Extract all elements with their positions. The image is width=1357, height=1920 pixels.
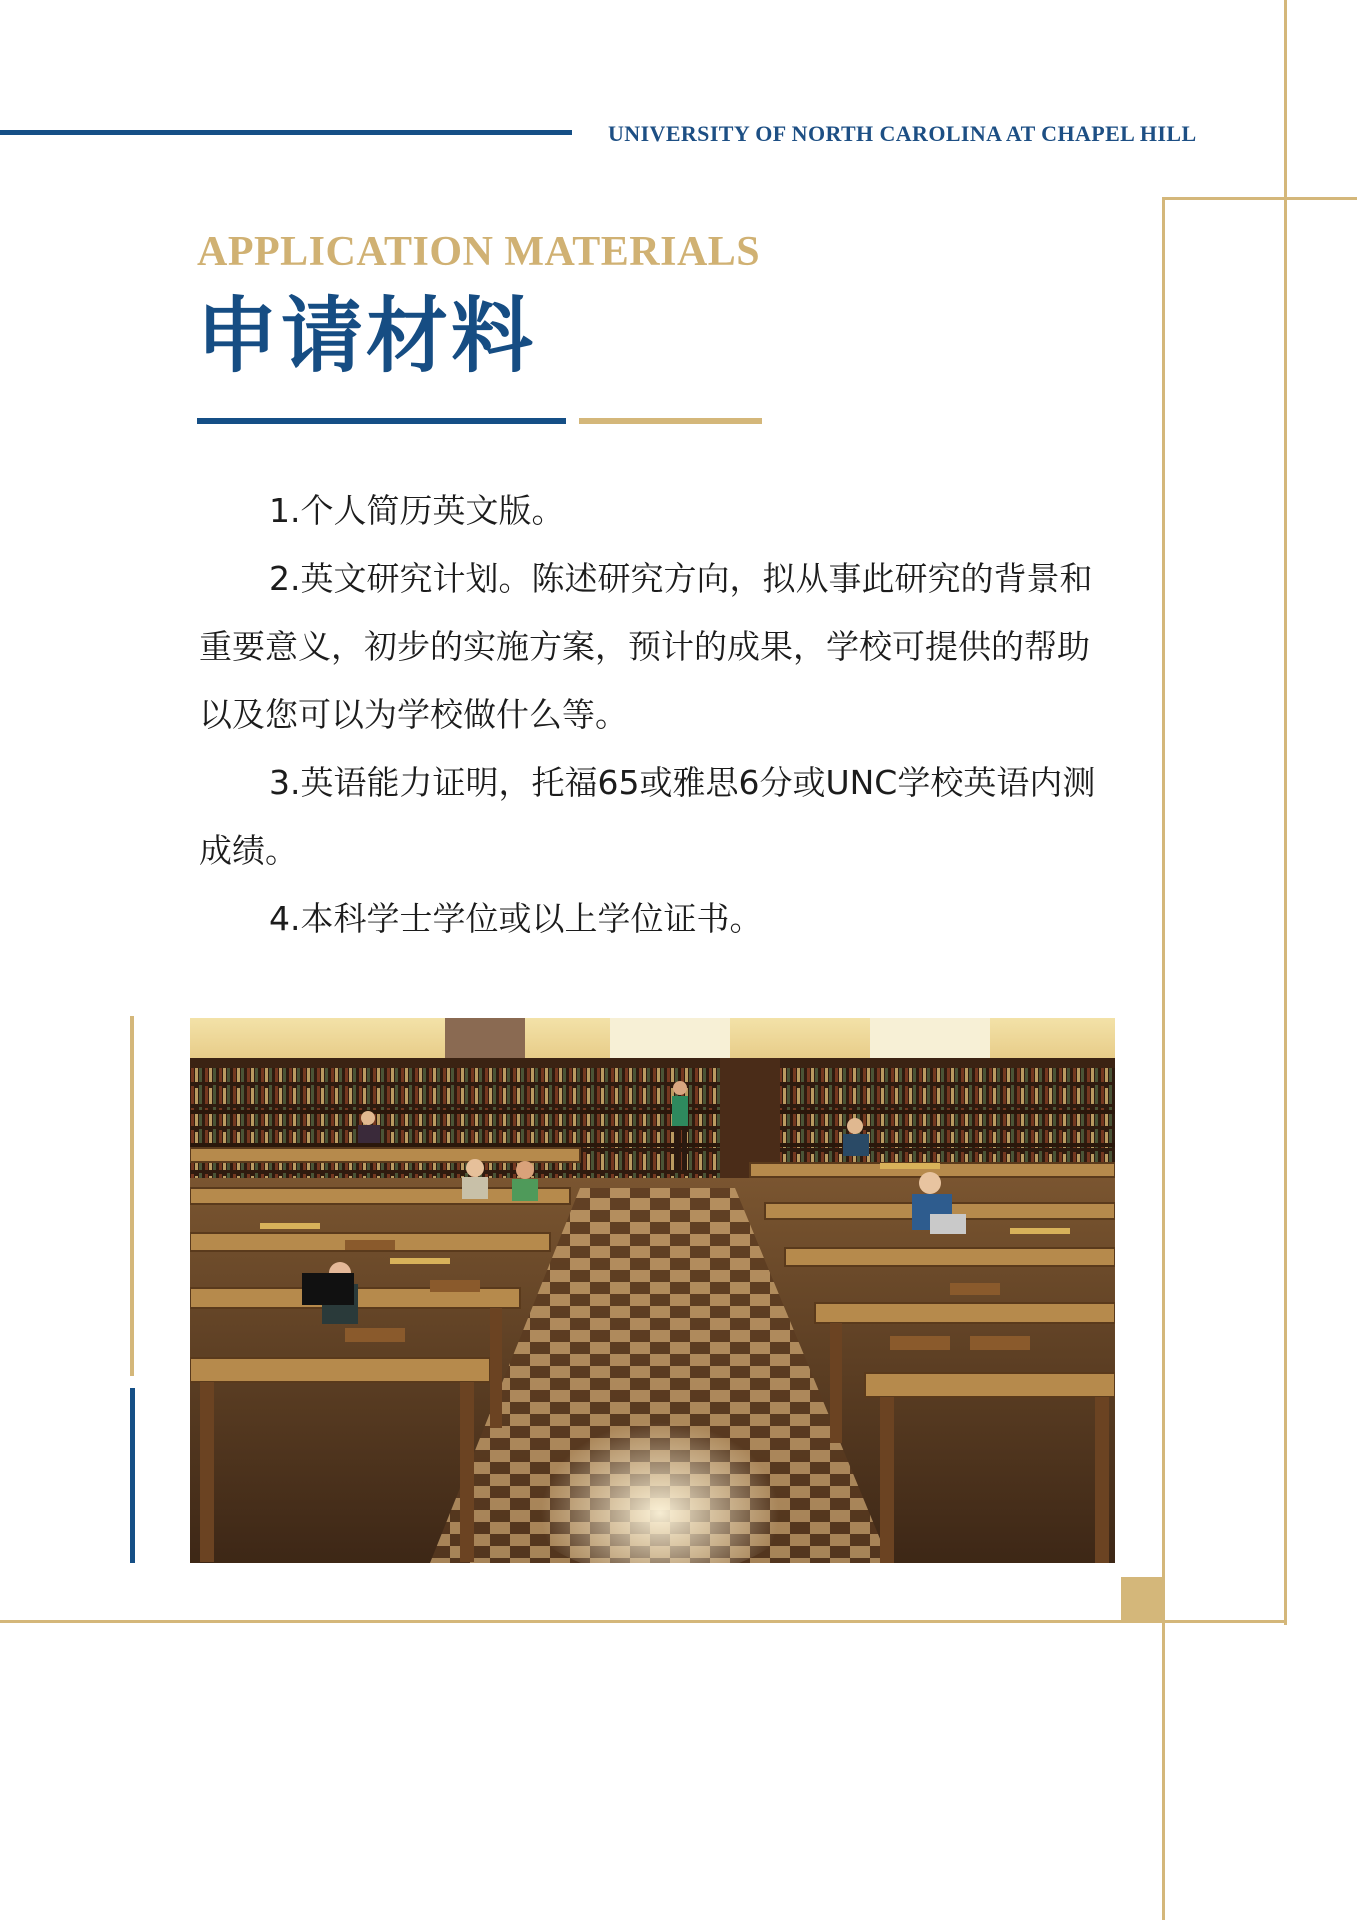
list-item: 1.个人简历英文版。 [269,491,565,530]
library-reading-room-photo [190,1018,1115,1563]
list-item: 2.英文研究计划。陈述研究方向，拟从事此研究的背景和重要意义，初步的实施方案，预计的成果，学校可提供的帮助以及您可以为学校做什么等。 [199,559,1093,734]
library-photo-illustration [190,1018,1115,1563]
page-title: 申请材料 [196,288,537,384]
title-underline-gold [579,418,762,424]
photo-accent-gold [130,1016,134,1376]
title-underline-blue [197,418,566,424]
photo-accent-blue [130,1388,135,1563]
university-name: UNIVERSITY OF NORTH CAROLINA AT CHAPEL HILL [608,121,1197,146]
section-eyebrow: APPLICATION MATERIALS [197,229,761,275]
frame-line-bottom [0,1620,1287,1623]
gold-corner-square [1121,1577,1162,1620]
list-item: 4.本科学士学位或以上学位证书。 [269,899,763,938]
frame-line-right-inner [1162,197,1165,1920]
frame-line-top-inner [1162,197,1357,200]
frame-line-right-outer [1284,0,1287,1625]
list-item: 3.英语能力证明，托福65或雅思6分或UNC学校英语内测成绩。 [199,763,1096,870]
header-rule-blue [0,130,572,135]
materials-list [199,477,1099,953]
